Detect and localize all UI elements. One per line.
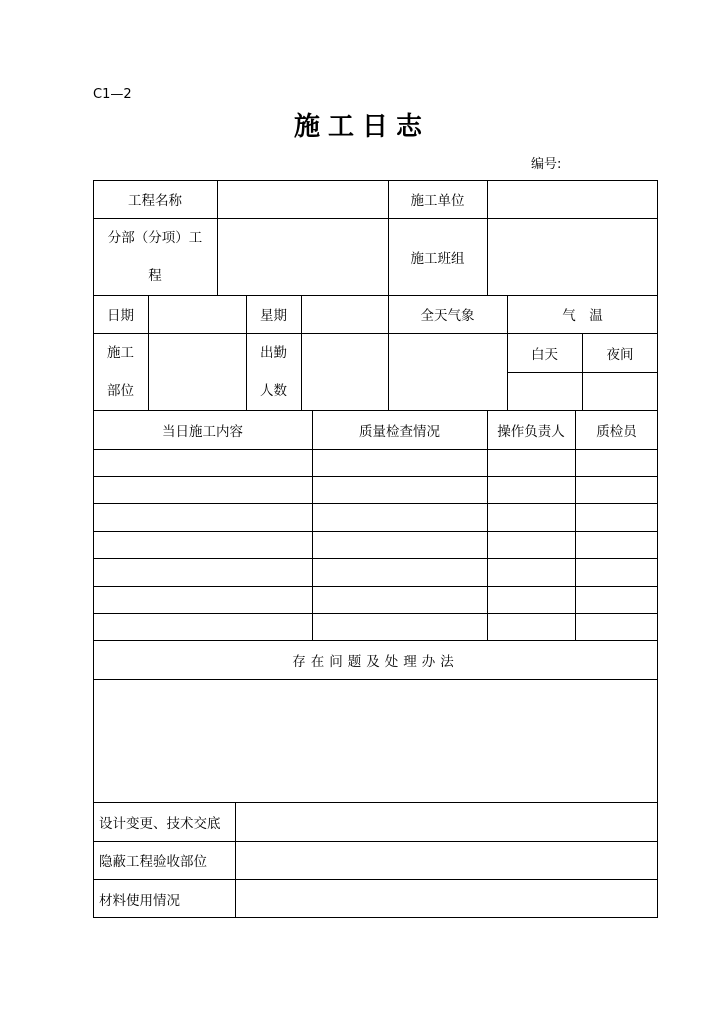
table-row-6-work[interactable] [94,587,312,613]
hidden-works-label: 隐蔽工程验收部位 [99,854,207,870]
serial-number-label: 编号: [531,157,562,172]
date-field[interactable] [149,295,246,333]
table-row-5-work[interactable] [94,559,312,586]
table-row-4-work[interactable] [94,532,312,558]
weather-label: 全天气象 [420,308,475,324]
sub-project-label [93,218,217,295]
weekday-field[interactable] [302,295,388,333]
project-name-label: 工程名称 [128,193,182,209]
table-row-2-work[interactable] [94,477,312,503]
sub-project-label-line2: 程 [148,267,162,284]
location-label [93,333,148,410]
construction-unit-field[interactable] [488,180,658,218]
form-code: C1—2 [93,87,132,102]
attendance-field[interactable] [302,333,388,410]
table-row-1-work[interactable] [94,450,312,476]
day-temp-field[interactable] [507,373,582,410]
sub-project-field[interactable] [218,218,388,295]
project-name-field[interactable] [218,180,388,218]
page-title: 施工日志 [293,112,430,142]
weather-field[interactable] [389,333,507,410]
night-temp-field[interactable] [583,373,658,410]
design-change-field[interactable] [236,802,658,841]
table-row-3-work[interactable] [94,504,312,531]
location-field[interactable] [149,333,246,410]
attendance-label-line2: 人数 [260,382,287,399]
issues-label: 存在问题及处理办法 [292,653,459,670]
column-header-daily-work: 当日施工内容 [162,423,243,440]
attendance-label [246,333,301,410]
team-field[interactable] [488,218,658,295]
construction-unit-label: 施工单位 [410,193,465,209]
team-label: 施工班组 [410,250,465,267]
weekday-label: 星期 [260,308,287,324]
location-label-line2: 部位 [107,382,134,399]
table-row-7-work[interactable] [94,614,312,640]
column-header-operator: 操作负责人 [497,423,565,440]
day-temp-label: 白天 [531,346,558,363]
materials-field[interactable] [236,879,658,918]
night-temp-label: 夜间 [606,346,634,363]
issues-field[interactable] [94,680,657,802]
column-header-quality-check: 质量检查情况 [359,423,440,440]
materials-label: 材料使用情况 [99,892,180,909]
design-change-label: 设计变更、技术交底 [99,815,221,832]
hidden-works-field[interactable] [236,841,658,879]
sub-project-label-line1: 分部（分项）工 [107,229,203,246]
attendance-label-line1: 出勤 [260,344,287,361]
date-label: 日期 [107,308,134,324]
column-header-inspector: 质检员 [596,423,637,440]
temperature-label: 气 温 [562,308,603,324]
location-label-line1: 施工 [107,344,134,361]
